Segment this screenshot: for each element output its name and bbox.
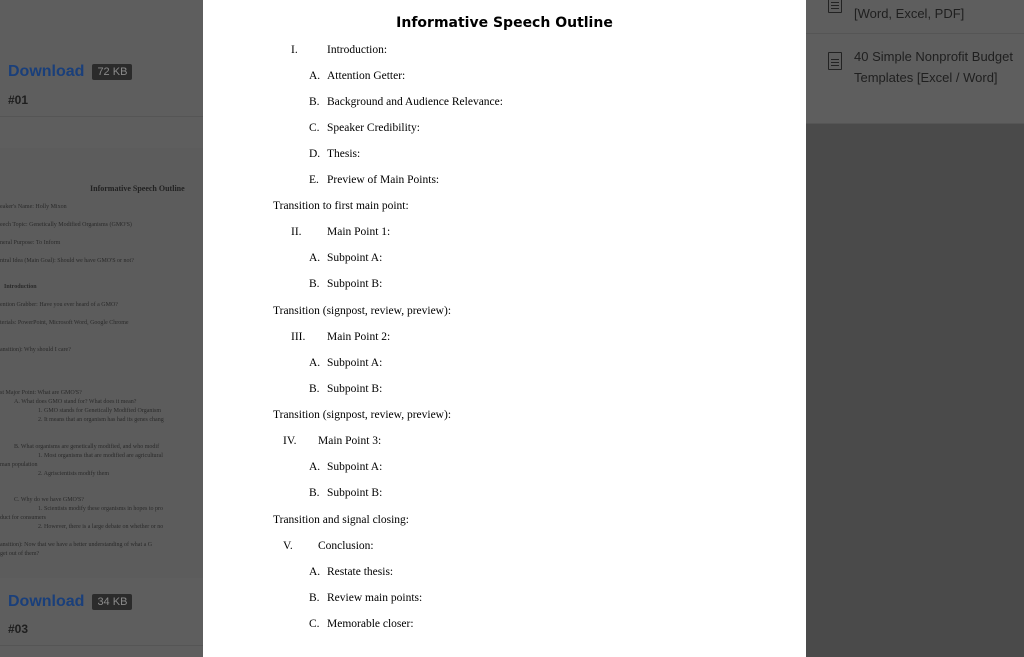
- outline-text: Subpoint B:: [327, 383, 383, 395]
- divider: [806, 33, 1024, 34]
- divider: [0, 645, 203, 646]
- thumbnail-line: 1. Scientists modify these organisms in hopes to pro: [38, 506, 164, 512]
- download-row-03: [8, 593, 132, 611]
- related-template-item[interactable]: [828, 46, 1013, 88]
- outline-number: IV.: [283, 435, 297, 447]
- outline-number: C.: [309, 618, 320, 630]
- outline-number: C.: [309, 122, 320, 134]
- document-preview-modal: [203, 0, 806, 657]
- outline-text: Transition (signpost, review, preview):: [273, 409, 452, 421]
- thumbnail-line: A. What does GMO stand for? What does it mean?: [14, 399, 137, 405]
- outline-number: A.: [309, 70, 321, 82]
- download-row-01: [8, 63, 132, 81]
- outline-number: B.: [309, 487, 320, 499]
- background-left-panel: [0, 0, 203, 657]
- outline-text: Review main points:: [327, 592, 423, 604]
- item-number: #03: [8, 622, 29, 636]
- outline-text: Subpoint B:: [327, 487, 383, 499]
- outline-text: Main Point 2:: [327, 331, 391, 343]
- thumbnail-line: get out of them?: [0, 551, 40, 557]
- thumbnail-line: neral Purpose: To Inform: [0, 240, 61, 246]
- outline-number: B.: [309, 383, 320, 395]
- background-right-lower: [806, 124, 1024, 657]
- document-icon: [828, 0, 842, 13]
- document-thumbnail[interactable]: [0, 148, 203, 578]
- outline-text: Subpoint A:: [327, 357, 383, 369]
- outline-text: Restate thesis:: [327, 566, 394, 578]
- file-size-badge: 34 KB: [92, 594, 132, 610]
- thumbnail-line: terials: PowerPoint, Microsoft Word, Google Chrome: [0, 320, 129, 326]
- outline-text: Memorable closer:: [327, 618, 414, 630]
- thumbnail-line: B. What organisms are genetically modified, and who modif: [14, 444, 160, 450]
- outline-number: III.: [291, 331, 306, 343]
- outline-number: II.: [291, 226, 302, 238]
- outline-number: D.: [309, 148, 321, 160]
- outline-text: Subpoint A:: [327, 461, 383, 473]
- file-size-badge: 72 KB: [92, 64, 132, 80]
- outline-number: A.: [309, 461, 321, 473]
- item-number: #01: [8, 93, 29, 107]
- outline-text: Subpoint A:: [327, 252, 383, 264]
- related-template-label: 40 Simple Nonprofit Budget Templates [Excel / Word]: [854, 49, 1013, 85]
- thumbnail-line: 1. Most organisms that are modified are agricultural: [38, 453, 163, 459]
- outline-number: A.: [309, 357, 321, 369]
- outline-text: Conclusion:: [318, 540, 374, 552]
- outline-number: B.: [309, 96, 320, 108]
- outline-number: B.: [309, 278, 320, 290]
- document-title: Informative Speech Outline: [396, 15, 613, 31]
- thumbnail-line: 1. GMO stands for Genetically Modified Organism: [38, 408, 162, 414]
- thumbnail-line: eech Topic: Genetically Modified Organisms (GMO'S): [0, 222, 132, 228]
- outline-number: A.: [309, 252, 321, 264]
- outline-number: V.: [283, 540, 293, 552]
- outline-text: Background and Audience Relevance:: [327, 96, 503, 108]
- outline-text: Attention Getter:: [327, 70, 406, 82]
- outline-number: B.: [309, 592, 320, 604]
- related-template-label: [Word, Excel, PDF]: [854, 6, 965, 21]
- outline-text: Main Point 1:: [327, 226, 391, 238]
- thumbnail-line: st Major Point: What are GMO'S?: [0, 390, 82, 396]
- outline-number: I.: [291, 44, 298, 56]
- thumbnail-title: Informative Speech Outline: [90, 184, 185, 193]
- outline-text: Subpoint B:: [327, 278, 383, 290]
- thumbnail-line: man population: [0, 462, 38, 468]
- outline-text: Transition (signpost, review, preview):: [273, 305, 452, 317]
- outline-text: Transition to first main point:: [273, 200, 409, 212]
- thumbnail-line: eaker's Name: Holly Mixon: [0, 204, 67, 210]
- thumbnail-line: ntral Idea (Main Goal): Should we have GMO'S or not?: [0, 258, 134, 264]
- download-link[interactable]: Download: [8, 63, 85, 80]
- outline-text: Main Point 3:: [318, 435, 382, 447]
- outline-text: Introduction:: [327, 44, 388, 56]
- thumbnail-line: 2. It means that an organism has had its genes chang: [38, 417, 164, 423]
- thumbnail-line: C. Why do we have GMO'S?: [14, 497, 84, 503]
- thumbnail-line: 2. However, there is a large debate on whether or no: [38, 524, 164, 530]
- divider: [0, 116, 203, 117]
- related-template-item[interactable]: [828, 0, 964, 24]
- document-icon: [828, 52, 842, 70]
- outline-text: Preview of Main Points:: [327, 174, 440, 186]
- download-link[interactable]: Download: [8, 593, 85, 610]
- outline-number: E.: [309, 174, 319, 186]
- thumbnail-line: Introduction: [4, 284, 37, 290]
- divider: [806, 123, 1024, 124]
- thumbnail-line: ansition): Why should I care?: [0, 347, 71, 353]
- outline-number: A.: [309, 566, 321, 578]
- outline-text: Thesis:: [327, 148, 361, 160]
- thumbnail-line: 2. Agriscientists modify them: [38, 471, 109, 477]
- outline-text: Transition and signal closing:: [273, 514, 409, 526]
- thumbnail-line: ansition): Now that we have a better understanding of what a G: [0, 542, 153, 548]
- thumbnail-line: duct for consumers: [0, 515, 46, 521]
- thumbnail-line: ention Grabber: Have you ever heard of a GMO?: [0, 302, 118, 308]
- outline-text: Speaker Credibility:: [327, 122, 420, 134]
